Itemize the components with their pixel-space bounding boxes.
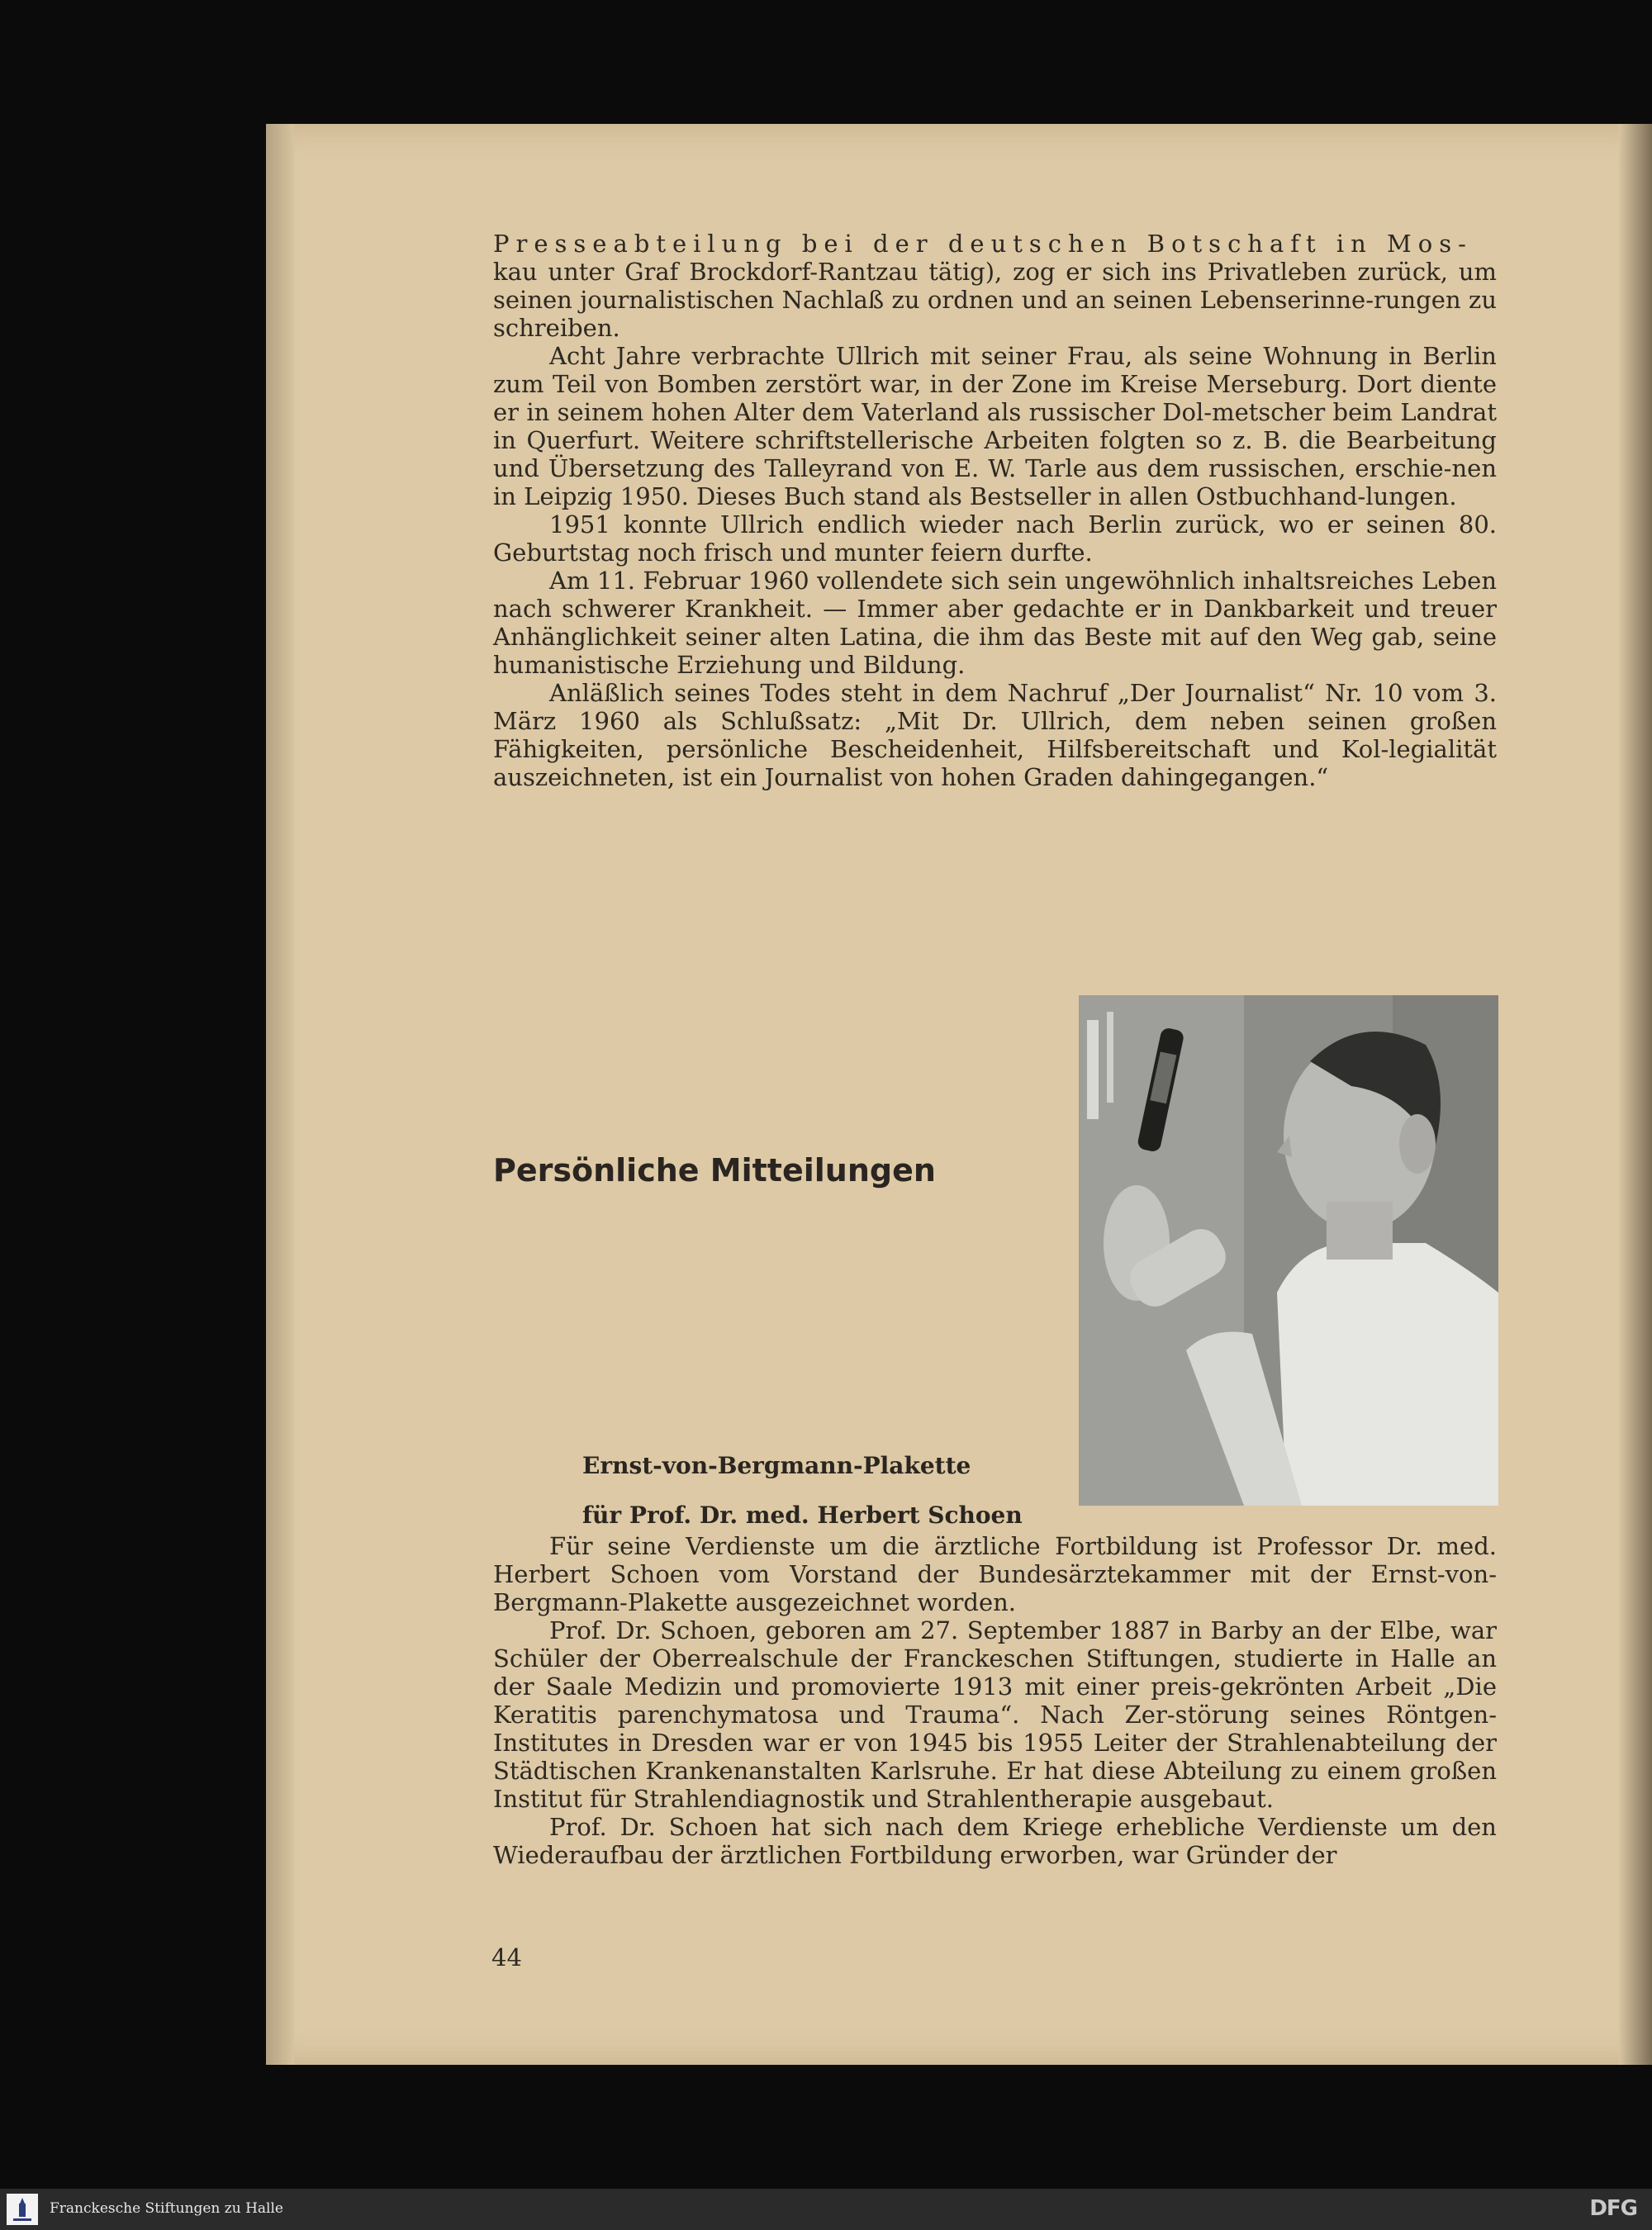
paragraph: Anläßlich seines Todes steht in dem Nachruf „Der Journalist“ Nr. 10 vom 3. März 1960 als Schlußsatz: „Mit Dr. Ullrich, dem neben seinen großen Fähigkeiten, persönliche Bescheidenheit, Hilfsbereitschaft und Kol-legialität auszeichneten, ist ein Journalist von hohen Graden dahingegangen.“ bbox=[493, 679, 1497, 791]
photo-caption-title: Ernst-von-Bergmann-Plakette bbox=[582, 1452, 971, 1479]
paragraph: Presseabteilung bei der deutschen Botschaft in Mos- bbox=[493, 230, 1473, 258]
top-text-block bbox=[493, 230, 1497, 791]
paragraph: Prof. Dr. Schoen hat sich nach dem Kriege erhebliche Verdienste um den Wiederaufbau der ärztlichen Fortbildung erworben, war Gründer der bbox=[493, 1813, 1497, 1869]
bottom-text-block bbox=[493, 1532, 1497, 1869]
paragraph: Prof. Dr. Schoen, geboren am 27. September 1887 in Barby an der Elbe, war Schüler der Oberrealschule der Franckeschen Stiftungen, studierte in Halle an der Saale Medizin und promovierte 1913 mit einer preis-gekrönten Arbeit „Die Keratitis parenchymatosa und Trauma“. Nach Zer-störung seines Röntgen-Institutes in Dresden war er von 1945 bis 1955 Leiter der Strahlenabteilung der Städtischen Krankenanstalten Karlsruhe. Er hat diese Abteilung zu einem großen Institut für Strahlendiagnostik und Strahlentherapie ausgebaut. bbox=[493, 1616, 1497, 1813]
photo-caption-subtitle: für Prof. Dr. med. Herbert Schoen bbox=[582, 1502, 1023, 1529]
paragraph: 1951 konnte Ullrich endlich wieder nach Berlin zurück, wo er seinen 80. Geburtstag noch frisch und munter feiern durfte. bbox=[493, 510, 1497, 567]
section-heading: Persönliche Mitteilungen bbox=[493, 1152, 936, 1189]
institution-name[interactable]: Franckesche Stiftungen zu Halle bbox=[50, 2200, 283, 2217]
paragraph: kau unter Graf Brockdorf-Rantzau tätig), zog er sich ins Privatleben zurück, um seinen journalistischen Nachlaß zu ordnen und an seinen Lebenserinne-rungen zu schreiben. bbox=[493, 258, 1497, 342]
page-number: 44 bbox=[491, 1943, 522, 1971]
paragraph: Am 11. Februar 1960 vollendete sich sein ungewöhnlich inhaltsreiches Leben nach schwerer Krankheit. — Immer aber gedachte er in Dankbarkeit und treuer Anhänglichkeit seiner alten Latina, die ihm das Beste mit auf den Weg gab, seine humanistische Erziehung und Bildung. bbox=[493, 567, 1497, 679]
portrait-photo bbox=[1079, 995, 1498, 1506]
scanned-page bbox=[266, 124, 1652, 2065]
page-gutter-shadow bbox=[1619, 124, 1652, 2065]
dfg-logo[interactable]: DFG bbox=[1589, 2196, 1637, 2221]
paragraph: Acht Jahre verbrachte Ullrich mit seiner Frau, als seine Wohnung in Berlin zum Teil von Bomben zerstört war, in der Zone im Kreise Merseburg. Dort diente er in seinem hohen Alter dem Vaterland als russischer Dol-metscher beim Landrat in Querfurt. Weitere schriftstellerische Arbeiten folgten so z. B. die Bearbeitung und Übersetzung des Talleyrand von E. W. Tarle aus dem russischen, erschie-nen in Leipzig 1950. Dieses Buch stand als Bestseller in allen Ostbuchhand-lungen. bbox=[493, 342, 1497, 510]
page-left-edge bbox=[266, 124, 294, 2065]
paragraph: Für seine Verdienste um die ärztliche Fortbildung ist Professor Dr. med. Herbert Schoen vom Vorstand der Bundesärztekammer mit der Ernst-von-Bergmann-Plakette ausgezeichnet worden. bbox=[493, 1532, 1497, 1616]
viewer-footer bbox=[0, 2189, 1652, 2230]
institution-logo-icon[interactable] bbox=[7, 2194, 38, 2225]
